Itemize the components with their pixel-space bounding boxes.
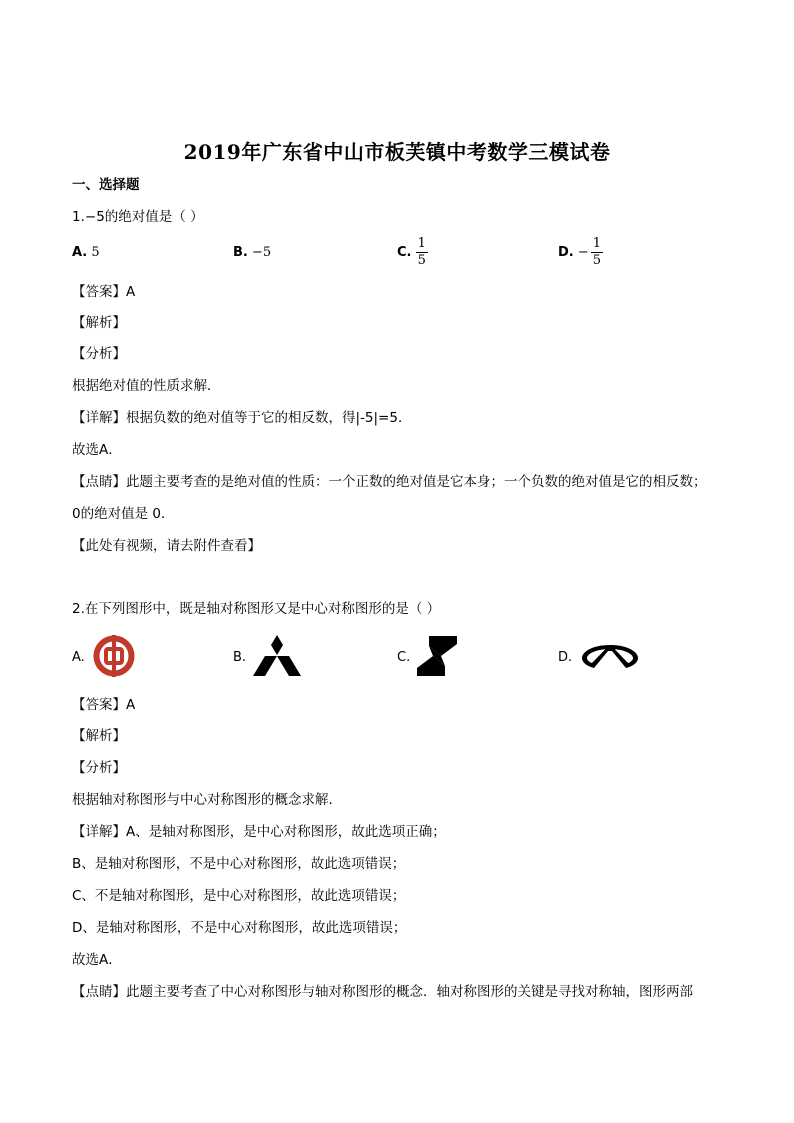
option-letter: B. [233, 245, 248, 260]
fraction-denominator: 5 [417, 253, 426, 268]
option-letter: A. [72, 245, 88, 260]
q1-option-a [72, 245, 100, 260]
fraction-denominator: 5 [592, 253, 602, 268]
detail-tag: 【详解】 [72, 410, 126, 426]
q2-answer [72, 696, 135, 714]
fraction-numerator: 1 [592, 236, 602, 251]
q1-option-b [233, 245, 271, 260]
q2-line-d: D、是轴对称图形，不是中心对称图形，故此选项错误； [72, 920, 407, 936]
section-heading: 一、选择题 [72, 177, 140, 193]
fraction-numerator: 1 [417, 236, 426, 251]
q1-dianjing [72, 473, 707, 491]
dianjing-tag: 【点睛】 [72, 984, 126, 1000]
q1-choose: 故选A． [72, 442, 122, 458]
answer-value: A [126, 697, 136, 713]
option-letter: C. [397, 245, 412, 260]
suzuki-logo-icon [415, 634, 459, 682]
answer-value: A [126, 284, 136, 300]
q2-line-b: B、是轴对称图形，不是中心对称图形，故此选项错误； [72, 856, 406, 872]
page-title: 2019年广东省中山市板芙镇中考数学三模试卷 [183, 140, 611, 164]
q2-line-c: C、不是轴对称图形，是中心对称图形，故此选项错误； [72, 888, 406, 904]
q2-detail [72, 823, 446, 841]
q2-option-a-label: A. [72, 650, 85, 665]
q2-choose: 故选A． [72, 952, 122, 968]
q2-fenxi-tag: 【分析】 [72, 760, 126, 776]
question-2-text: 2.在下列图形中，既是轴对称图形又是中心对称图形的是（ ） [72, 601, 441, 617]
q1-video-note: 【此处有视频，请去附件查看】 [72, 538, 261, 554]
answer-tag: 【答案】 [72, 697, 126, 713]
option-letter: D. [558, 245, 574, 260]
q1-dianjing-line2: 0的绝对值是 0． [72, 506, 175, 522]
dianjing-tag: 【点睛】 [72, 474, 126, 490]
q2-option-b-label: B. [233, 650, 247, 665]
dianjing-text: 此题主要考查了中心对称图形与轴对称图形的概念．轴对称图形的关键是寻找对称轴，图形两部 [126, 984, 693, 1000]
detail-text: A、是轴对称图形，是中心对称图形，故此选项正确； [126, 824, 446, 840]
minus-sign: − [577, 245, 589, 260]
detail-text: 根据负数的绝对值等于它的相反数，得|-5|=5． [126, 410, 412, 426]
q2-analysis-tag: 【解析】 [72, 728, 126, 744]
q1-fenxi-tag: 【分析】 [72, 346, 126, 362]
q2-dianjing [72, 983, 693, 1001]
q1-answer [72, 283, 135, 301]
answer-tag: 【答案】 [72, 284, 126, 300]
bank-of-china-logo-icon [92, 634, 136, 682]
option-value: 5 [91, 245, 100, 260]
q2-fenxi-text: 根据轴对称图形与中心对称图形的概念求解． [72, 792, 342, 808]
q1-option-c [397, 236, 428, 269]
option-value: −5 [252, 245, 272, 260]
dianjing-text: 此题主要考查的是绝对值的性质：一个正数的绝对值是它本身；一个负数的绝对值是它的相反数； [126, 474, 707, 490]
q1-fenxi-text: 根据绝对值的性质求解． [72, 378, 221, 394]
infiniti-logo-icon [580, 642, 640, 674]
question-1-text: 1.−5的绝对值是（ ） [72, 209, 204, 225]
q1-detail [72, 409, 411, 427]
mitsubishi-logo-icon [253, 635, 301, 681]
q2-option-c-label: C. [397, 650, 411, 665]
q2-option-d-label: D. [558, 650, 573, 665]
detail-tag: 【详解】 [72, 824, 126, 840]
q1-option-d [558, 236, 603, 269]
fraction [591, 236, 603, 269]
q1-analysis-tag: 【解析】 [72, 315, 126, 331]
fraction [416, 236, 428, 269]
